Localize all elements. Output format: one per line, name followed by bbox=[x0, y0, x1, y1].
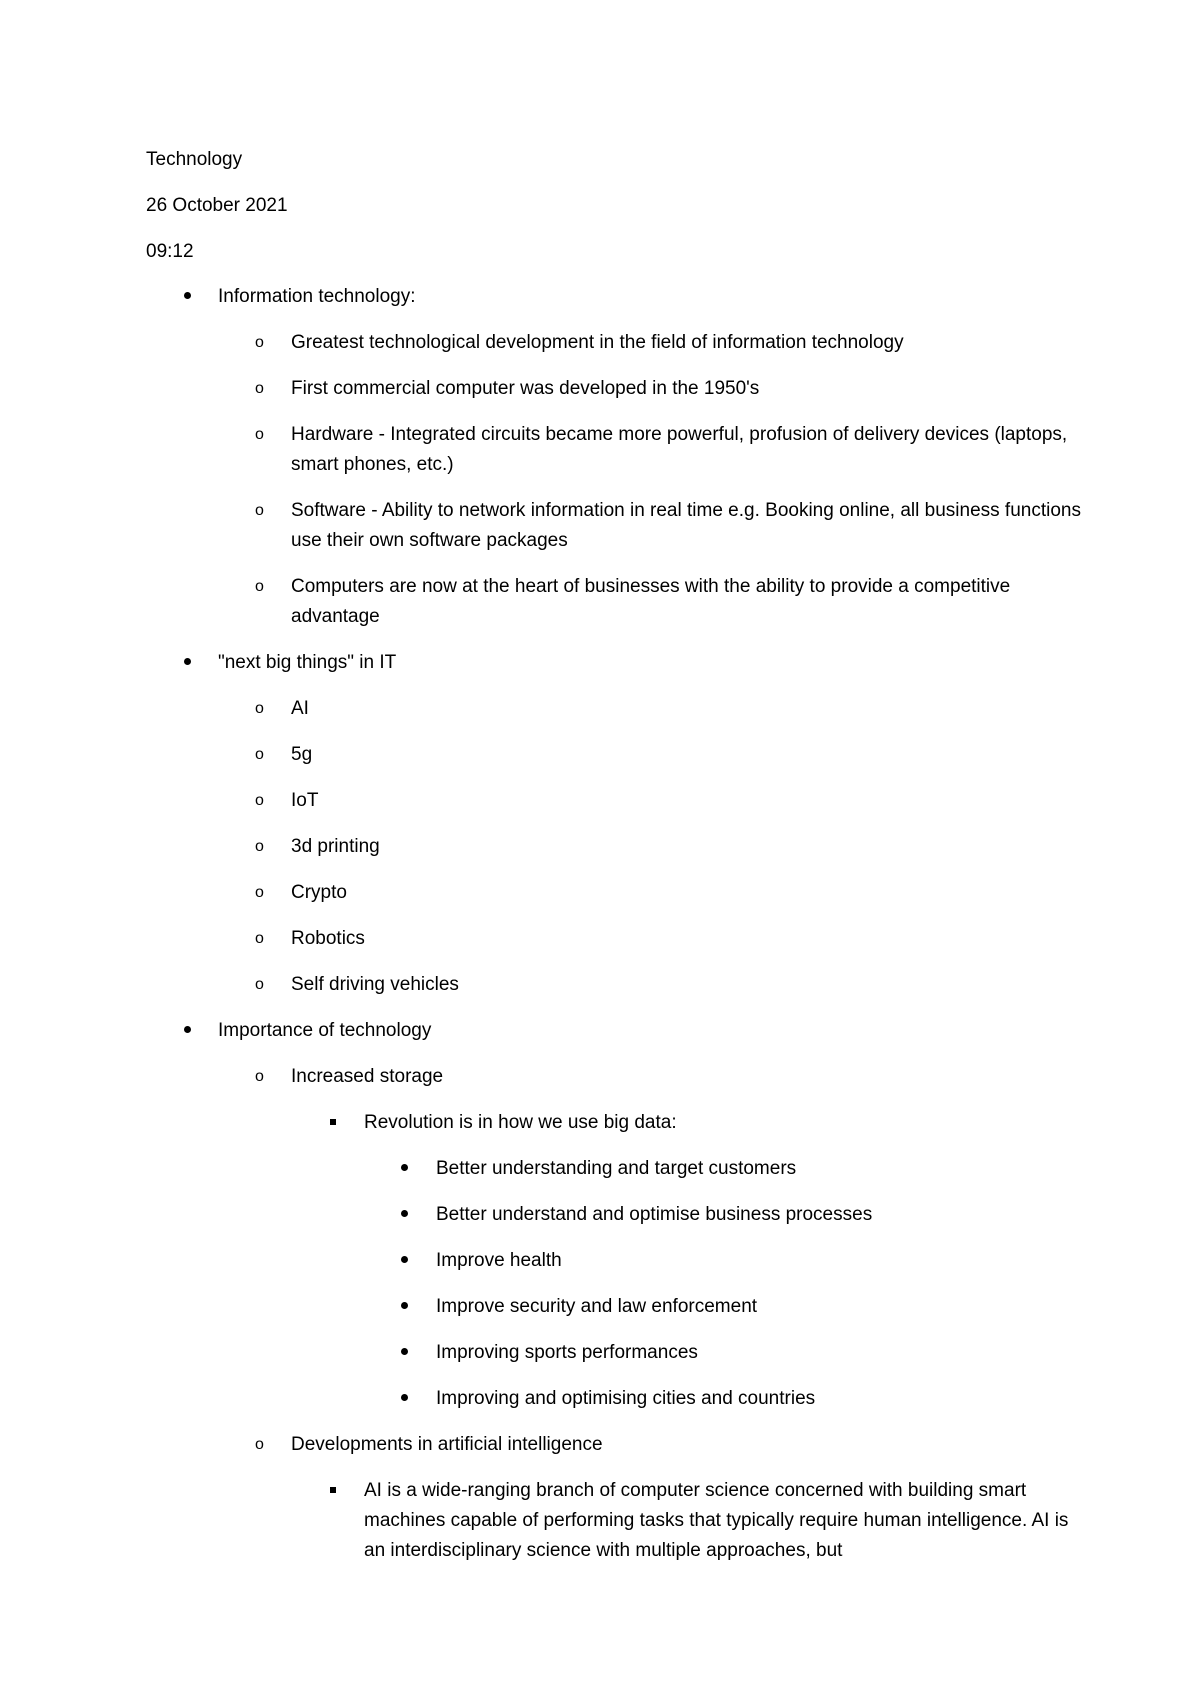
list-item: o Computers are now at the heart of businesses with the ability to provide a competitive advantage bbox=[291, 572, 1081, 632]
list-item: Better understand and optimise business processes bbox=[436, 1200, 1086, 1230]
circle-bullet-icon: o bbox=[255, 792, 264, 809]
page-date: 26 October 2021 bbox=[146, 195, 288, 216]
list-item: o AI bbox=[291, 694, 1081, 724]
list-item bbox=[218, 1016, 1078, 1046]
list-item bbox=[218, 648, 1078, 678]
section-heading: Importance of technology bbox=[218, 1020, 432, 1041]
list-item: o 3d printing bbox=[291, 832, 1081, 862]
list-item bbox=[218, 282, 1078, 312]
bullet-icon bbox=[184, 1016, 191, 1046]
section-heading: Information technology: bbox=[218, 286, 416, 307]
bullet-icon bbox=[184, 648, 191, 678]
page-time: 09:12 bbox=[146, 241, 194, 262]
list-item: o Software - Ability to network information in real time e.g. Booking online, all business functions use their own software packages bbox=[291, 496, 1081, 556]
circle-bullet-icon: o bbox=[255, 502, 264, 519]
page-title: Technology bbox=[146, 149, 243, 170]
square-bullet-icon bbox=[330, 1476, 336, 1506]
list-item: Improve security and law enforcement bbox=[436, 1292, 1086, 1322]
circle-bullet-icon: o bbox=[255, 746, 264, 763]
circle-bullet-icon: o bbox=[255, 334, 264, 351]
circle-bullet-icon: o bbox=[255, 380, 264, 397]
list-item: AI is a wide-ranging branch of computer science concerned with building smart machines capable of performing tasks that typically require human intelligence. AI is an interdisciplinary science with multiple approaches, but bbox=[364, 1476, 1084, 1566]
list-item: o Hardware - Integrated circuits became more powerful, profusion of delivery devices (laptops, smart phones, etc.) bbox=[291, 420, 1081, 480]
circle-bullet-icon: o bbox=[255, 976, 264, 993]
list-item: o Developments in artificial intelligence bbox=[291, 1430, 1081, 1460]
list-item: o Greatest technological development in the field of information technology bbox=[291, 328, 1081, 358]
circle-bullet-icon: o bbox=[255, 1068, 264, 1085]
bullet-icon bbox=[401, 1246, 408, 1276]
list-item: Improving and optimising cities and countries bbox=[436, 1384, 1086, 1414]
circle-bullet-icon: o bbox=[255, 884, 264, 901]
list-item: Improving sports performances bbox=[436, 1338, 1086, 1368]
list-item: o First commercial computer was developed in the 1950's bbox=[291, 374, 1081, 404]
circle-bullet-icon: o bbox=[255, 838, 264, 855]
list-item: o 5g bbox=[291, 740, 1081, 770]
bullet-icon bbox=[401, 1338, 408, 1368]
list-item: o Crypto bbox=[291, 878, 1081, 908]
bullet-icon bbox=[184, 282, 191, 312]
bullet-icon bbox=[401, 1154, 408, 1184]
circle-bullet-icon: o bbox=[255, 930, 264, 947]
list-item: Better understanding and target customers bbox=[436, 1154, 1086, 1184]
section-heading: "next big things" in IT bbox=[218, 652, 397, 673]
list-item: Improve health bbox=[436, 1246, 1086, 1276]
square-bullet-icon bbox=[330, 1108, 336, 1138]
list-item: Revolution is in how we use big data: bbox=[364, 1108, 1084, 1138]
bullet-icon bbox=[401, 1384, 408, 1414]
bullet-icon bbox=[401, 1292, 408, 1322]
bullet-icon bbox=[401, 1200, 408, 1230]
circle-bullet-icon: o bbox=[255, 578, 264, 595]
circle-bullet-icon: o bbox=[255, 700, 264, 717]
list-item: o Robotics bbox=[291, 924, 1081, 954]
list-item: o Increased storage bbox=[291, 1062, 1081, 1092]
circle-bullet-icon: o bbox=[255, 426, 264, 443]
circle-bullet-icon: o bbox=[255, 1436, 264, 1453]
list-item: o Self driving vehicles bbox=[291, 970, 1081, 1000]
list-item: o IoT bbox=[291, 786, 1081, 816]
